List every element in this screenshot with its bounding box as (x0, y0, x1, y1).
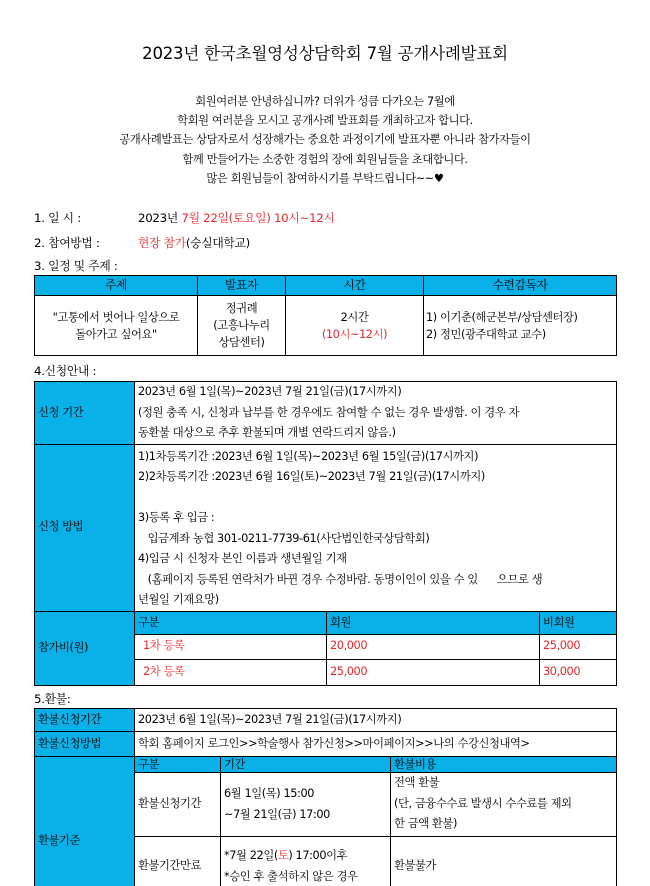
apply-method-value: 1)1차등록기간 :2023년 6월 1일(목)~2023년 6월 15일(금)(17시까지) 2)2차등록기간 :2023년 6월 16일(토)~2023년 7월 21일(금)(17시까지) 3)등록 후 입금 : 입금계좌 농협 301-0211-7739-61(사단법인한국상담학회) 4)입금 시 신청자 본인 이름과 생년월일 기재 (홈페이지 등록된 연락처가 바뀐 경우 수정바람. 동명이인이 있을 수 있 으므로 생 년월일 기재요망) (135, 444, 617, 611)
schedule-header-topic: 주제 (35, 276, 198, 296)
refund-method-label: 환불신청방법 (35, 732, 135, 757)
fee-row-member: 20,000 (327, 634, 540, 659)
schedule-label: 3. 일정 및 주제 : (34, 259, 118, 273)
apply-method-label: 신청 방법 (35, 444, 135, 611)
intro-line: 공개사례발표는 상담자로서 성장해가는 중요한 과정이기에 발표자뿐 아니라 참가자들이 (119, 133, 531, 147)
apply-label: 4.신청안내 : (34, 364, 97, 378)
schedule-time: 2시간 (10시~12시) (286, 296, 424, 356)
refund-period-label: 환불신청기간 (35, 709, 135, 732)
intro-line: 회원여러분 안녕하십니까? 더위가 성큼 다가오는 7월에 (195, 95, 455, 108)
fee-header-member: 회원 (327, 611, 540, 634)
criteria-row-type: 환불기간만료 (135, 837, 221, 886)
schedule-header-presenter: 발표자 (198, 276, 286, 296)
criteria-header-period: 기간 (221, 757, 391, 773)
method-label: 2. 참여방법 : (34, 236, 100, 250)
apply-period-label: 신청 기간 (35, 382, 135, 445)
intro-line: 많은 회원님들이 참여하시기를 부탁드립니다~~♥ (206, 171, 444, 185)
refund-period-value: 2023년 6월 1일(목)~2023년 7월 21일(금)(17시까지) (135, 709, 617, 732)
criteria-row-period: 6월 1일(목) 15:00 ~7월 21일(금) 17:00 (221, 773, 391, 837)
fee-row-type: 2차 등록 (135, 659, 327, 685)
refund-criteria-label: 환불기준 (35, 757, 135, 886)
method-suffix: (숭실대학교) (185, 236, 250, 250)
schedule-supervisors: 1) 이기춘(해군본부/상담센터장) 2) 정민(광주대학교 교수) (424, 296, 617, 356)
criteria-row-period: *7월 22일(토) 17:00이후 *승인 후 출석하지 않은 경우 (221, 837, 391, 886)
fee-header-nonmember: 비회원 (540, 611, 617, 634)
date-prefix: 2023년 (138, 211, 182, 225)
fee-row-member: 25,000 (327, 659, 540, 685)
schedule-table (34, 275, 617, 356)
criteria-row-cost: 환불불가 (391, 837, 617, 886)
intro-line: 함께 만들어가는 소중한 경험의 장에 회원님들을 초대합니다. (182, 152, 468, 166)
intro-text (0, 92, 650, 188)
date-value (138, 209, 335, 226)
criteria-row-cost: 전액 환불 (단, 금융수수료 발생시 수수료를 제외 한 금액 환불) (391, 773, 617, 837)
criteria-header-type: 구분 (135, 757, 221, 773)
date-highlight: 7월 22일(토요일) 10시~12시 (181, 211, 335, 225)
fee-label: 참가비(원) (35, 611, 135, 685)
fee-row-nonmember: 30,000 (540, 659, 617, 685)
criteria-header-cost: 환불비용 (391, 757, 617, 773)
apply-table (34, 381, 617, 686)
intro-line: 학회원 여러분을 모시고 공개사례 발표회를 개최하고자 합니다. (177, 114, 473, 128)
page-title: 2023년 한국초월영성상담학회 7월 공개사례발표회 (142, 44, 508, 63)
schedule-header-time: 시간 (286, 276, 424, 296)
refund-table (34, 708, 617, 886)
schedule-presenter: 정귀례 (고흥나누리 상담센터) (198, 296, 286, 356)
fee-row-nonmember: 25,000 (540, 634, 617, 659)
criteria-row-type: 환불신청기간 (135, 773, 221, 837)
fee-header-type: 구분 (135, 611, 327, 634)
schedule-header-supervisor: 수련감독자 (424, 276, 617, 296)
date-label: 1. 일 시 : (34, 211, 81, 225)
apply-period-value: 2023년 6월 1일(목)~2023년 7월 21일(금)(17시까지) (정원 충족 시, 신청과 납부를 한 경우에도 참여할 수 없는 경우 발생함. 이 경우 자 동환불 대상으로 추후 환불되며 개별 연락드리지 않음.) (135, 382, 617, 445)
refund-method-value: 학회 홈페이지 로그인>>학술행사 참가신청>>마이페이지>>나의 수강신청내역> (135, 732, 617, 757)
fee-row-type: 1차 등록 (135, 634, 327, 659)
method-highlight: 현장 참가 (138, 236, 186, 250)
refund-label: 5.환불: (34, 692, 71, 706)
schedule-topic: "고통에서 벗어나 일상으로 돌아가고 싶어요" (35, 296, 198, 356)
method-value (138, 234, 250, 251)
